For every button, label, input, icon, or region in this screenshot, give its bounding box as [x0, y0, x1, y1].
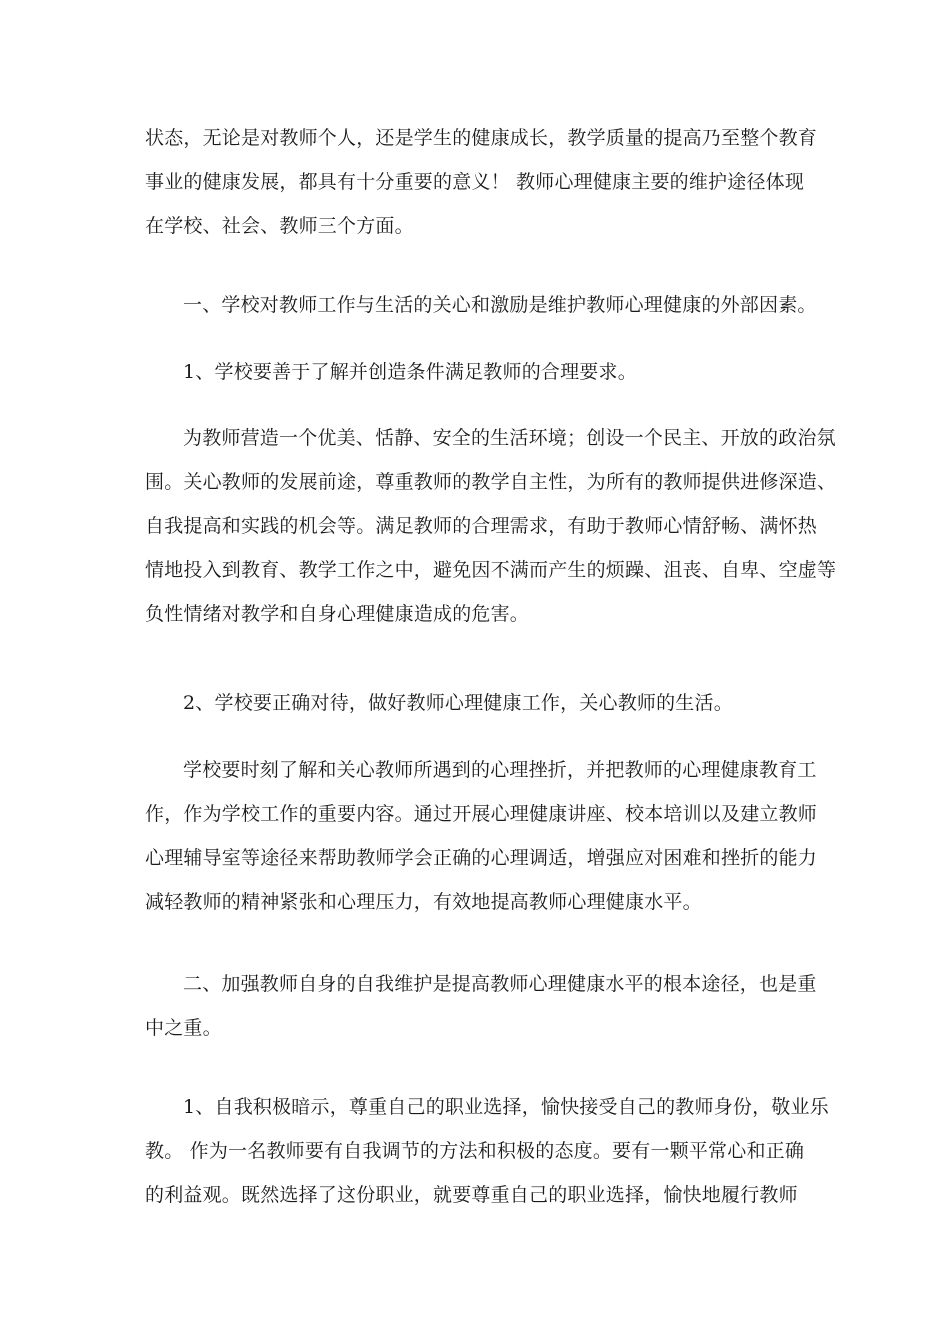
text-line: 教。 作为一名教师要有自我调节的方法和积极的态度。要有一颗平常心和正确	[145, 1140, 805, 1162]
paragraph-intro-continuation	[145, 116, 818, 248]
text-line: 心理辅导室等途径来帮助教师学会正确的心理调适，增强应对困难和挫折的能力	[145, 847, 818, 869]
paragraph-1-2-body	[145, 748, 818, 924]
heading-section-one	[145, 283, 817, 327]
text-line: 为教师营造一个优美、恬静、安全的生活环境；创设一个民主、开放的政治氛	[183, 427, 836, 449]
text-line: 1、自我积极暗示，尊重自己的职业选择，愉快接受自己的教师身份，敬业乐	[183, 1096, 829, 1118]
text-line: 1、学校要善于了解并创造条件满足教师的合理要求。	[183, 361, 637, 383]
text-line: 学校要时刻了解和关心教师所遇到的心理挫折，并把教师的心理健康教育工	[183, 759, 817, 781]
text-line: 作，作为学校工作的重要内容。通过开展心理健康讲座、校本培训以及建立教师	[145, 803, 818, 825]
text-line: 围。关心教师的发展前途，尊重教师的教学自主性，为所有的教师提供进修深造、	[145, 471, 837, 493]
text-line: 自我提高和实践的机会等。满足教师的合理需求，有助于教师心情舒畅、满怀热	[145, 515, 818, 537]
text-line: 事业的健康发展，都具有十分重要的意义！ 教师心理健康主要的维护途径体现	[145, 171, 805, 193]
text-line: 负性情绪对教学和自身心理健康造成的危害。	[145, 603, 530, 625]
text-line: 二、加强教师自身的自我维护是提高教师心理健康水平的根本途径，也是重	[183, 973, 817, 995]
text-line: 中之重。	[145, 1017, 222, 1039]
subheading-1-2	[145, 681, 805, 725]
paragraph-1-1-body	[145, 416, 837, 636]
text-line: 情地投入到教育、教学工作之中，避免因不满而产生的烦躁、沮丧、自卑、空虚等	[145, 559, 837, 581]
subheading-1-1	[145, 350, 805, 394]
text-line: 减轻教师的精神紧张和心理压力，有效地提高教师心理健康水平。	[145, 891, 702, 913]
heading-section-two	[145, 962, 817, 1050]
text-line: 一、学校对教师工作与生活的关心和激励是维护教师心理健康的外部因素。	[183, 294, 817, 316]
text-line: 在学校、社会、教师三个方面。	[145, 215, 414, 237]
subheading-2-1	[145, 1085, 829, 1217]
text-line: 2、学校要正确对待，做好教师心理健康工作，关心教师的生活。	[183, 692, 733, 714]
text-line: 状态，无论是对教师个人，还是学生的健康成长，教学质量的提高乃至整个教育	[145, 127, 818, 149]
text-line: 的利益观。既然选择了这份职业，就要尊重自己的职业选择，愉快地履行教师	[145, 1184, 798, 1206]
